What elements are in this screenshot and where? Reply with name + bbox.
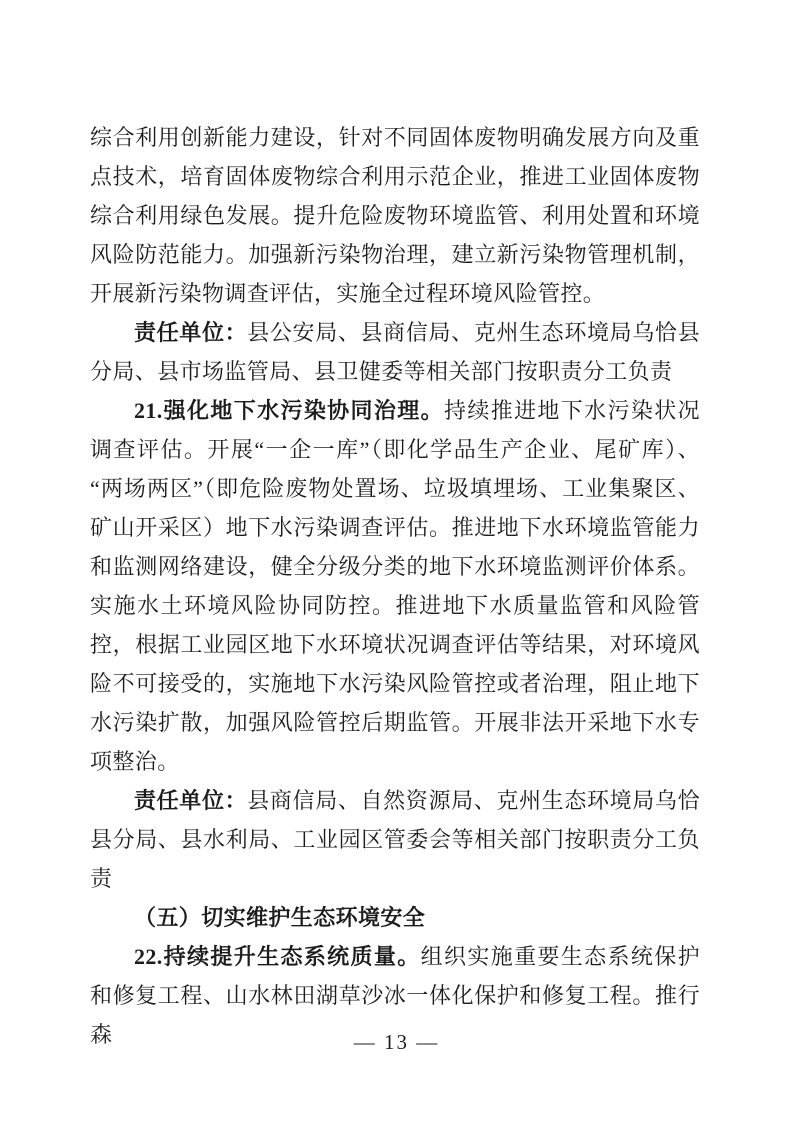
paragraph-responsibility-2	[90, 781, 700, 898]
item-22-body: 组织实施重要生态系统保护和修复工程、山水林田湖草沙冰一体化保护和修复工程。推行森	[90, 944, 700, 1047]
item-22-title: 22.持续提升生态系统质量。	[134, 944, 421, 969]
responsibility-units: 县商信局、自然资源局、克州生态环境局乌恰县分局、县水利局、工业园区管委会等相关部门按职责分工负责	[90, 788, 700, 891]
page-number-text: — 13 —	[353, 1030, 440, 1054]
section-heading-5	[90, 898, 700, 937]
responsibility-label: 责任单位：	[134, 788, 248, 813]
page-number	[0, 1030, 793, 1055]
item-21-title: 21.强化地下水污染协同治理。	[134, 398, 444, 423]
responsibility-label: 责任单位：	[134, 320, 248, 345]
body-text: 综合利用创新能力建设，针对不同固体废物明确发展方向及重点技术，培育固体废物综合利用示范企业，推进工业固体废物综合利用绿色发展。提升危险废物环境监管、利用处置和环境风险防范能力。加强新污染物治理，建立新污染物管理机制，开展新污染物调查评估，实施全过程环境风险管控。	[90, 125, 700, 306]
paragraph-responsibility-1	[90, 313, 700, 391]
document-body	[90, 118, 700, 1054]
paragraph-continuation	[90, 118, 700, 313]
item-21-body: 持续推进地下水污染状况调查评估。开展“一企一库”（即化学品生产企业、尾矿库）、“两场两区”（即危险废物处置场、垃圾填埋场、工业集聚区、矿山开采区）地下水污染调查评估。推进地下水环境监管能力和监测网络建设，健全分级分类的地下水环境监测评价体系。实施水土环境风险协同防控。推进地下水质量监管和风险管控，根据工业园区地下水环境状况调查评估等结果，对环境风险不可接受的，实施地下水污染风险管控或者治理，阻止地下水污染扩散，加强风险管控后期监管。开展非法开采地下水专项整治。	[90, 398, 700, 774]
responsibility-units: 县公安局、县商信局、克州生态环境局乌恰县分局、县市场监管局、县卫健委等相关部门按职责分工负责	[90, 320, 700, 384]
paragraph-item-21	[90, 391, 700, 781]
section-heading-text: （五）切实维护生态环境安全	[134, 905, 426, 930]
